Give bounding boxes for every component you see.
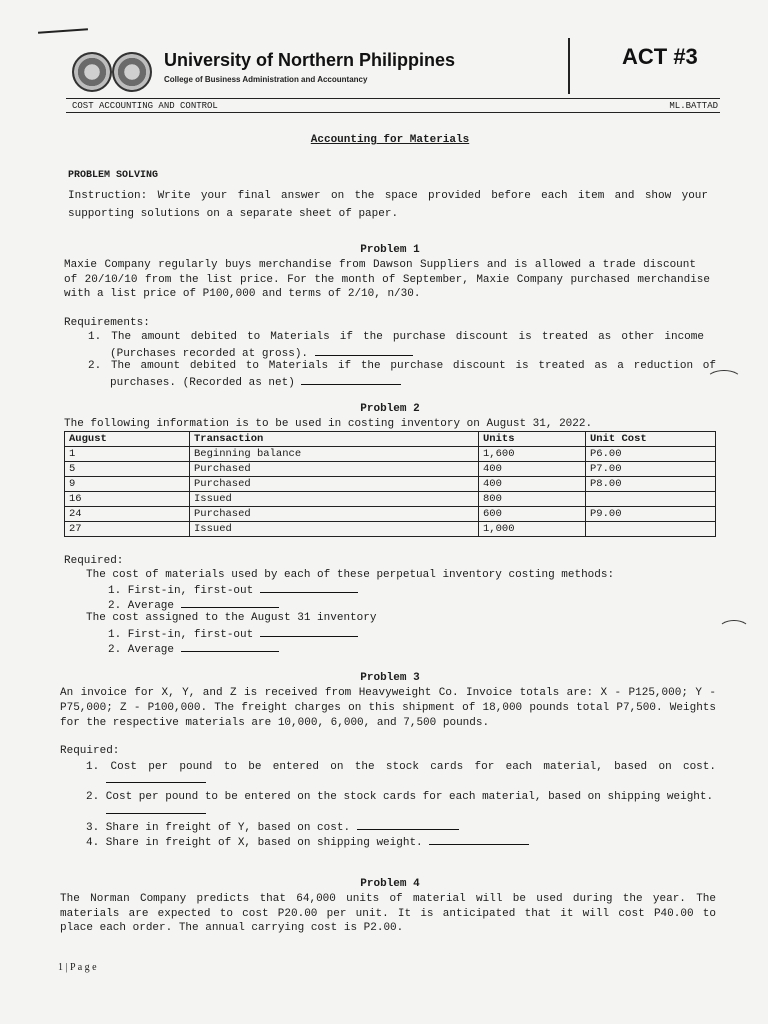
p3-item-3: 3. Share in freight of Y, based on cost. <box>86 822 351 834</box>
header-rule-top <box>66 98 720 99</box>
requirement-1-line-2: (Purchases recorded at gross). <box>110 348 309 360</box>
cell-unit-cost <box>586 522 716 537</box>
problem-1-heading: Problem 1 <box>360 244 420 256</box>
problem-4-text-1: The Norman Company predicts that 64,000 units of material will be used during the year. The <box>60 893 716 905</box>
problem-3-required-label: Required: <box>60 745 120 757</box>
problem-1-text-2: of 20/10/10 from the list price. For the month of September, Maxie Company purchased merchandise <box>64 274 710 286</box>
p2-b-item-1: 1. First-in, first-out <box>108 629 254 641</box>
pen-mark <box>706 370 742 390</box>
instructor-name: ML.BATTAD <box>669 101 718 111</box>
table-row <box>65 477 716 492</box>
cell-transaction: Purchased <box>190 507 479 522</box>
cell-units: 800 <box>479 492 586 507</box>
col-header-august: August <box>65 432 190 447</box>
problem-3-text-1: An invoice for X, Y, and Z is received from Heavyweight Co. Invoice totals are: X - P125,000; Y - <box>60 687 716 699</box>
requirement-2-line-2: purchases. (Recorded as net) <box>110 377 295 389</box>
pen-mark-2 <box>718 620 750 640</box>
cell-units: 400 <box>479 462 586 477</box>
p2-b2-wrap <box>108 641 279 658</box>
cell-unit-cost <box>586 492 716 507</box>
cell-transaction: Issued <box>190 492 479 507</box>
problem-2-required-label: Required: <box>64 555 124 567</box>
cell-august: 1 <box>65 447 190 462</box>
requirement-2-line-2-wrap <box>110 374 401 391</box>
cell-unit-cost: P9.00 <box>586 507 716 522</box>
answer-blank-4[interactable] <box>181 597 279 608</box>
problem-1-text-1: Maxie Company regularly buys merchandise from Dawson Suppliers and is allowed a trade discount <box>64 259 696 271</box>
university-seal-icon <box>72 52 112 92</box>
p3-item-1: 1. Cost per pound to be entered on the stock cards for each material, based on cost. <box>86 761 716 773</box>
cell-units: 600 <box>479 507 586 522</box>
answer-blank-7[interactable] <box>106 772 206 783</box>
requirement-2-line-1: 2. The amount debited to Materials if the purchase discount is treated as a reduction of <box>88 360 716 372</box>
problem-2-intro: The following information is to be used in costing inventory on August 31, 2022. <box>64 418 593 430</box>
requirements-label: Requirements: <box>64 317 150 329</box>
cell-august: 24 <box>65 507 190 522</box>
problem-2-line-b: The cost assigned to the August 31 inventory <box>86 612 377 624</box>
cell-units: 1,000 <box>479 522 586 537</box>
problem-4-text-2: materials are expected to cost P20.00 per unit. It is anticipated that it will cost P40.00 to <box>60 908 716 920</box>
answer-blank-5[interactable] <box>260 626 358 637</box>
table-row <box>65 462 716 477</box>
cell-august: 5 <box>65 462 190 477</box>
p3-item-2: 2. Cost per pound to be entered on the stock cards for each material, based on shipping weight. <box>86 791 714 803</box>
cell-transaction: Beginning balance <box>190 447 479 462</box>
cell-transaction: Issued <box>190 522 479 537</box>
college-name: College of Business Administration and Accountancy <box>164 75 368 84</box>
problem-3-text-2: P75,000; Z - P100,000. The freight charges on this shipment of 18,000 pounds total P7,500. Weights <box>60 702 716 714</box>
table-header-row <box>65 432 716 447</box>
header-rule-bottom <box>66 112 720 113</box>
page-title: Accounting for Materials <box>310 134 470 146</box>
table-row <box>65 447 716 462</box>
cell-units: 1,600 <box>479 447 586 462</box>
answer-blank-8[interactable] <box>106 803 206 814</box>
page-number: 1 | P a g e <box>58 962 97 973</box>
inventory-table <box>64 431 716 537</box>
course-name: COST ACCOUNTING AND CONTROL <box>72 101 218 111</box>
answer-blank-9[interactable] <box>357 819 459 830</box>
cell-unit-cost: P7.00 <box>586 462 716 477</box>
problem-3-heading: Problem 3 <box>360 672 420 684</box>
col-header-units: Units <box>479 432 586 447</box>
col-header-transaction: Transaction <box>190 432 479 447</box>
answer-blank-2[interactable] <box>301 374 401 385</box>
p3-item-4: 4. Share in freight of X, based on shipping weight. <box>86 837 423 849</box>
answer-blank-6[interactable] <box>181 641 279 652</box>
cell-transaction: Purchased <box>190 462 479 477</box>
problem-3-text-3: for the respective materials are 10,000, 6,000, and 7,500 pounds. <box>60 717 490 729</box>
cell-august: 27 <box>65 522 190 537</box>
cell-august: 16 <box>65 492 190 507</box>
cell-unit-cost: P8.00 <box>586 477 716 492</box>
cell-august: 9 <box>65 477 190 492</box>
answer-blank-10[interactable] <box>429 834 529 845</box>
problem-4-heading: Problem 4 <box>360 878 420 890</box>
instruction-line-1: Instruction: Write your final answer on the space provided before each item and show your <box>68 190 708 202</box>
header-divider <box>568 38 570 94</box>
p2-a-item-1: 1. First-in, first-out <box>108 585 254 597</box>
cell-units: 400 <box>479 477 586 492</box>
col-header-unit-cost: Unit Cost <box>586 432 716 447</box>
cell-transaction: Purchased <box>190 477 479 492</box>
table-row <box>65 492 716 507</box>
table-row <box>65 507 716 522</box>
p2-a-item-2: 2. Average <box>108 600 175 612</box>
cell-unit-cost: P6.00 <box>586 447 716 462</box>
problem-2-heading: Problem 2 <box>360 403 420 415</box>
answer-blank-1[interactable] <box>315 345 413 356</box>
section-heading: PROBLEM SOLVING <box>68 170 159 181</box>
problem-2-line-a: The cost of materials used by each of these perpetual inventory costing methods: <box>86 569 615 581</box>
problem-4-text-3: place each order. The annual carrying cost is P2.00. <box>60 922 404 934</box>
activity-number: ACT #3 <box>622 44 698 69</box>
answer-blank-3[interactable] <box>260 582 358 593</box>
problem-1-text-3: with a list price of P100,000 and terms of 2/10, n/30. <box>64 288 421 300</box>
university-name: University of Northern Philippines <box>164 50 456 70</box>
corner-mark <box>38 28 88 33</box>
p2-b-item-2: 2. Average <box>108 644 175 656</box>
p3-item-4-wrap <box>86 834 529 851</box>
college-seal-icon <box>112 52 152 92</box>
instruction-line-2: supporting solutions on a separate sheet of paper. <box>68 208 399 220</box>
requirement-1-line-1: 1. The amount debited to Materials if the purchase discount is treated as other income <box>88 331 704 343</box>
table-row <box>65 522 716 537</box>
